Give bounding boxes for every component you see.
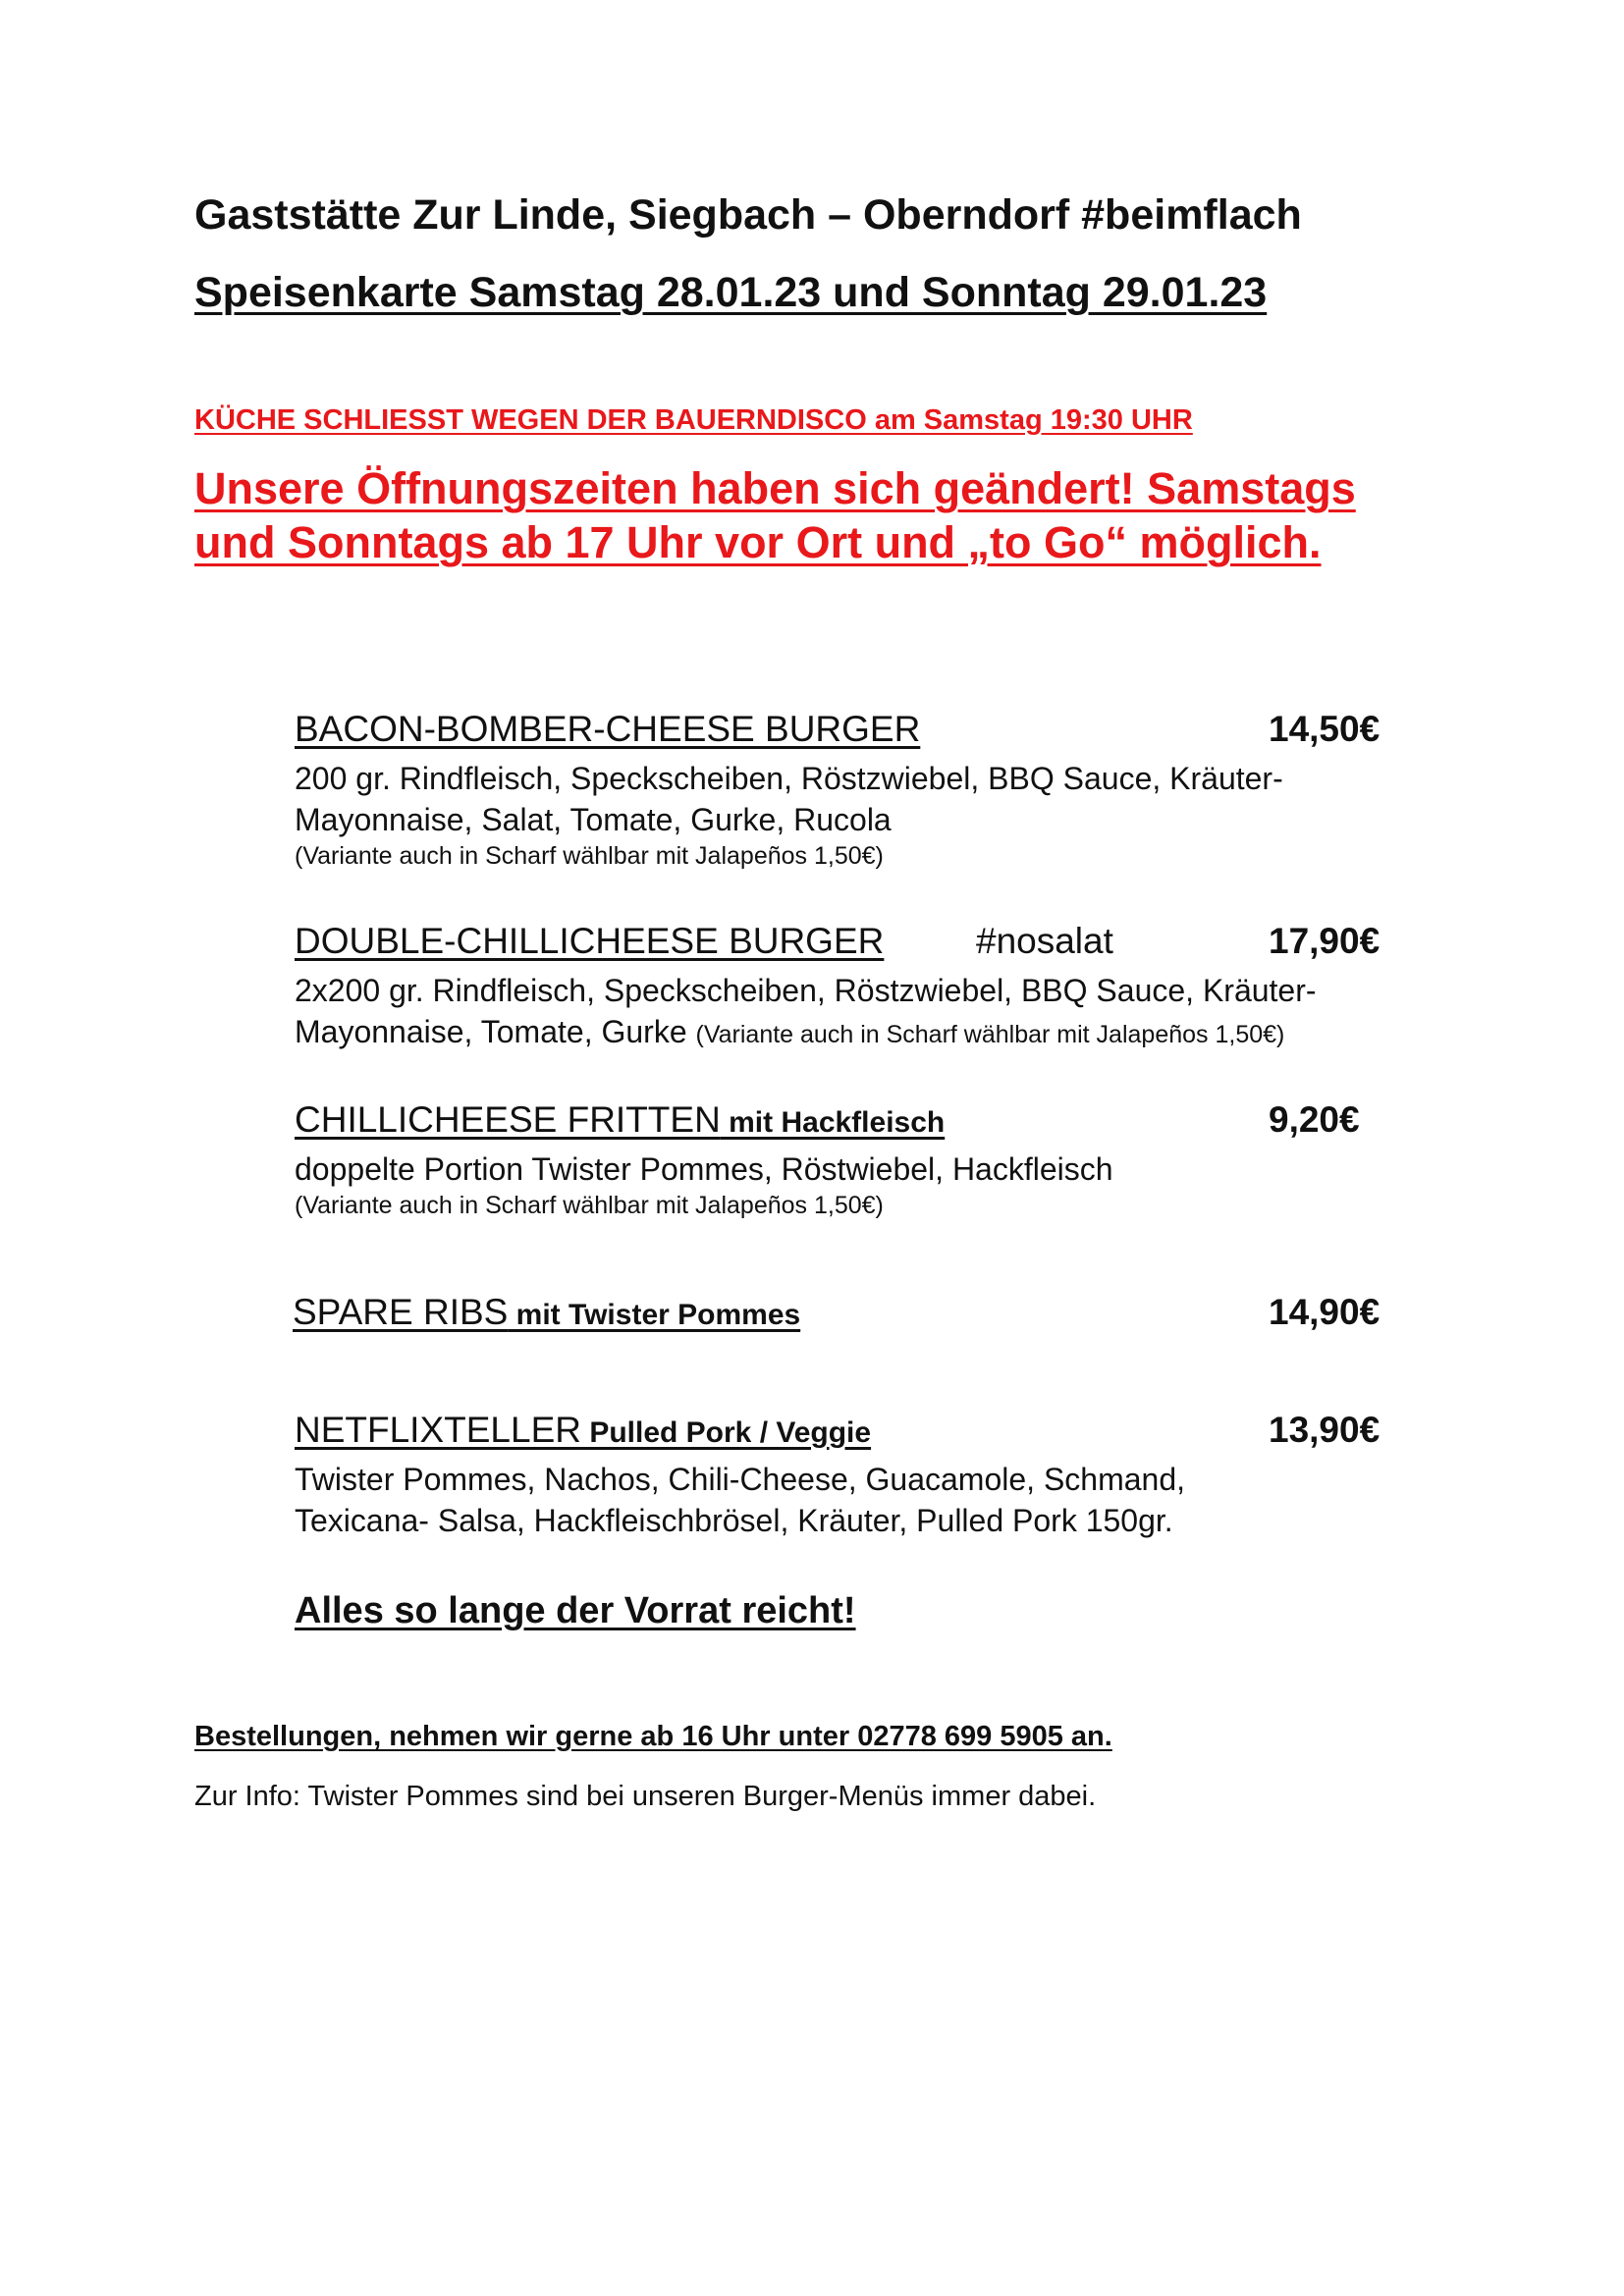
menu-item-description-line: Texicana- Salsa, Hackfleischbrösel, Kräuter, Pulled Pork 150gr. <box>295 1503 1173 1538</box>
menu-item-price: 9,20€ <box>1269 1099 1360 1140</box>
menu-subtitle: Speisenkarte Samstag 28.01.23 und Sonntag 29.01.23 <box>194 269 1268 316</box>
menu-item-name: BACON-BOMBER-CHEESE BURGER <box>295 709 921 749</box>
menu-item-description: doppelte Portion Twister Pommes, Röstwiebel, Hackfleisch <box>295 1151 1113 1187</box>
menu-item-price: 17,90€ <box>1269 921 1380 961</box>
info-notice: Zur Info: Twister Pommes sind bei unseren Burger-Menüs immer dabei. <box>194 1781 1097 1812</box>
stock-notice: Alles so lange der Vorrat reicht! <box>295 1590 856 1631</box>
menu-item-description <box>295 758 1283 840</box>
orders-notice: Bestellungen, nehmen wir gerne ab 16 Uhr unter 02778 699 5905 an. <box>194 1721 1112 1752</box>
page-title: Gaststätte Zur Linde, Siegbach – Oberndorf #beimflach <box>194 191 1302 239</box>
menu-item-name-text: SPARE RIBS <box>293 1292 509 1332</box>
menu-item-price: 14,90€ <box>1269 1292 1380 1332</box>
kitchen-close-notice: KÜCHE SCHLIESST WEGEN DER BAUERNDISCO am Samstag 19:30 UHR <box>194 404 1193 436</box>
menu-item-name <box>295 1099 945 1141</box>
menu-item-price: 13,90€ <box>1269 1410 1380 1450</box>
menu-item-name-text: NETFLIXTELLER <box>295 1410 581 1450</box>
menu-item-description-line: 200 gr. Rindfleisch, Speckscheiben, Röstzwiebel, BBQ Sauce, Kräuter- <box>295 761 1283 796</box>
menu-item-description <box>295 970 1317 1055</box>
menu-item-tag: #nosalat <box>976 921 1113 961</box>
opening-hours-notice <box>194 461 1356 569</box>
menu-item-addon: mit Hackfleisch <box>720 1106 946 1139</box>
menu-item-description-line: Mayonnaise, Salat, Tomate, Gurke, Rucola <box>295 802 892 837</box>
menu-item-description-text: Mayonnaise, Tomate, Gurke <box>295 1014 696 1049</box>
menu-item-description-line: 2x200 gr. Rindfleisch, Speckscheiben, Röstzwiebel, BBQ Sauce, Kräuter- <box>295 973 1317 1008</box>
menu-item-name: DOUBLE-CHILLICHEESE BURGER <box>295 921 885 961</box>
menu-item-description-line <box>295 1011 1317 1055</box>
menu-item-name <box>295 1410 871 1451</box>
menu-item-note: (Variante auch in Scharf wählbar mit Jalapeños 1,50€) <box>295 1192 884 1219</box>
menu-item-note: (Variante auch in Scharf wählbar mit Jalapeños 1,50€) <box>295 842 884 870</box>
menu-item-description-line: Twister Pommes, Nachos, Chili-Cheese, Guacamole, Schmand, <box>295 1462 1186 1497</box>
menu-item-name-text: CHILLICHEESE FRITTEN <box>295 1099 721 1140</box>
opening-hours-line-1: Unsere Öffnungszeiten haben sich geändert! Samstags <box>194 463 1356 513</box>
menu-item-price: 14,50€ <box>1269 709 1380 749</box>
opening-hours-line-2: und Sonntags ab 17 Uhr vor Ort und „to Go“ möglich. <box>194 517 1322 567</box>
menu-item-name <box>293 1292 800 1333</box>
menu-item-note: (Variante auch in Scharf wählbar mit Jalapeños 1,50€) <box>695 1021 1285 1048</box>
menu-item-addon: mit Twister Pommes <box>508 1299 801 1331</box>
menu-item-addon: Pulled Pork / Veggie <box>580 1416 872 1449</box>
menu-item-description <box>295 1459 1185 1541</box>
